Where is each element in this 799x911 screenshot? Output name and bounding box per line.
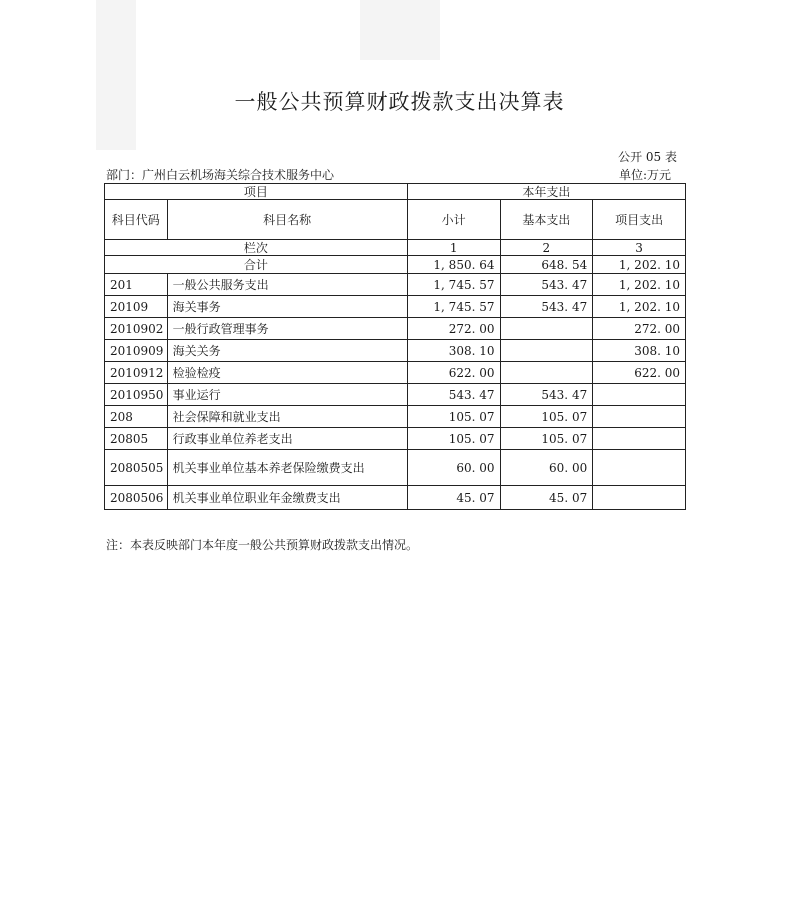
header-subtotal: 小计 <box>407 200 500 240</box>
document-title: 一般公共预算财政拨款支出决算表 <box>234 90 565 114</box>
row-project: 1, 202. 10 <box>593 296 686 318</box>
row-code: 201 <box>105 274 168 296</box>
column-number-label: 栏次 <box>105 240 408 256</box>
header-current-year: 本年支出 <box>407 184 685 200</box>
row-subtotal: 60. 00 <box>407 450 500 486</box>
table-row <box>105 486 686 510</box>
footnote: 注：本表反映部门本年度一般公共预算财政拨款支出情况。 <box>106 538 419 552</box>
row-project: 1, 202. 10 <box>593 274 686 296</box>
row-name: 一般公共服务支出 <box>167 274 407 296</box>
row-project <box>593 428 686 450</box>
row-subtotal: 308. 10 <box>407 340 500 362</box>
table-row <box>105 406 686 428</box>
row-code: 20109 <box>105 296 168 318</box>
scan-shadow <box>96 0 136 150</box>
table-row <box>105 384 686 406</box>
header-basic: 基本支出 <box>500 200 593 240</box>
row-name: 行政事业单位养老支出 <box>167 428 407 450</box>
table-row <box>105 318 686 340</box>
header-name: 科目名称 <box>167 200 407 240</box>
budget-table <box>104 183 686 510</box>
table-row <box>105 274 686 296</box>
row-project <box>593 450 686 486</box>
row-subtotal: 622. 00 <box>407 362 500 384</box>
row-name: 海关关务 <box>167 340 407 362</box>
total-project: 1, 202. 10 <box>593 256 686 274</box>
total-label: 合计 <box>105 256 408 274</box>
department-label: 部门：广州白云机场海关综合技术服务中心 <box>106 168 335 182</box>
total-basic: 648. 54 <box>500 256 593 274</box>
header-project: 项目 <box>105 184 408 200</box>
row-basic: 105. 07 <box>500 428 593 450</box>
row-code: 2080506 <box>105 486 168 510</box>
row-name: 一般行政管理事务 <box>167 318 407 340</box>
table-row <box>105 450 686 486</box>
row-subtotal: 45. 07 <box>407 486 500 510</box>
table-row <box>105 296 686 318</box>
row-subtotal: 105. 07 <box>407 428 500 450</box>
table-row <box>105 362 686 384</box>
row-project <box>593 384 686 406</box>
total-subtotal: 1, 850. 64 <box>407 256 500 274</box>
row-subtotal: 1, 745. 57 <box>407 296 500 318</box>
column-number-2: 2 <box>500 240 593 256</box>
row-name: 海关事务 <box>167 296 407 318</box>
row-code: 2010912 <box>105 362 168 384</box>
row-basic <box>500 362 593 384</box>
row-name: 检验检疫 <box>167 362 407 384</box>
row-name: 机关事业单位基本养老保险缴费支出 <box>167 450 407 486</box>
row-basic: 45. 07 <box>500 486 593 510</box>
table-row <box>105 340 686 362</box>
row-project: 272. 00 <box>593 318 686 340</box>
row-basic: 543. 47 <box>500 296 593 318</box>
row-project <box>593 486 686 510</box>
row-code: 2010902 <box>105 318 168 340</box>
form-number: 公开 05 表 <box>618 150 677 164</box>
row-code: 2010909 <box>105 340 168 362</box>
row-project: 308. 10 <box>593 340 686 362</box>
row-code: 2010950 <box>105 384 168 406</box>
row-subtotal: 272. 00 <box>407 318 500 340</box>
row-code: 2080505 <box>105 450 168 486</box>
row-code: 208 <box>105 406 168 428</box>
column-number-1: 1 <box>407 240 500 256</box>
row-name: 事业运行 <box>167 384 407 406</box>
table-body <box>105 274 686 510</box>
table-row <box>105 428 686 450</box>
header-project-expense: 项目支出 <box>593 200 686 240</box>
row-subtotal: 543. 47 <box>407 384 500 406</box>
row-name: 社会保障和就业支出 <box>167 406 407 428</box>
row-basic: 60. 00 <box>500 450 593 486</box>
row-code: 20805 <box>105 428 168 450</box>
row-basic <box>500 318 593 340</box>
row-subtotal: 105. 07 <box>407 406 500 428</box>
header-code: 科目代码 <box>105 200 168 240</box>
row-basic: 543. 47 <box>500 384 593 406</box>
row-name: 机关事业单位职业年金缴费支出 <box>167 486 407 510</box>
row-basic <box>500 340 593 362</box>
unit-label: 单位:万元 <box>618 168 671 182</box>
column-number-3: 3 <box>593 240 686 256</box>
scan-shadow <box>360 0 440 60</box>
row-project <box>593 406 686 428</box>
row-basic: 105. 07 <box>500 406 593 428</box>
row-basic: 543. 47 <box>500 274 593 296</box>
row-subtotal: 1, 745. 57 <box>407 274 500 296</box>
row-project: 622. 00 <box>593 362 686 384</box>
